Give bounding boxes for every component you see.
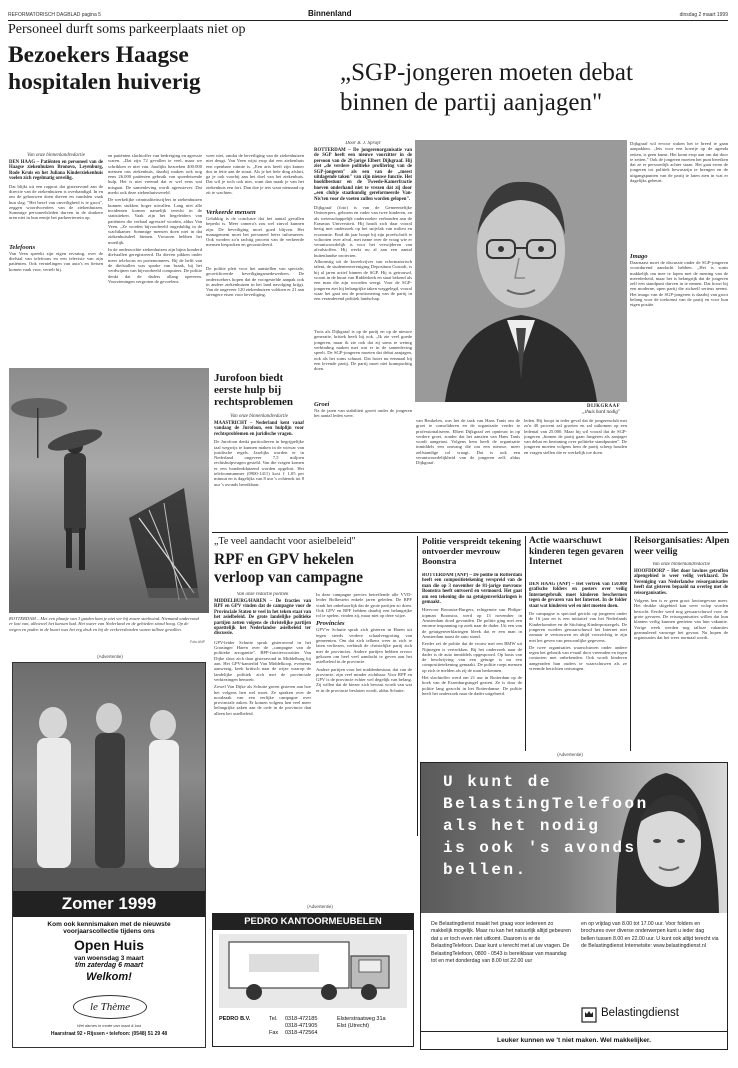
rpf-headline <box>214 551 414 587</box>
rpf-headline-line2: verloop van campagne <box>214 569 363 586</box>
pedro-fax: 0318-472564 <box>285 1030 318 1036</box>
sgp-subhead-imago: Imago <box>630 253 648 260</box>
header-rule <box>8 20 728 21</box>
zomer-ad-date2: t/m zaterdag 6 maart <box>74 962 144 969</box>
rpf-col1 <box>214 592 311 898</box>
reis-body: Volgens hen is er geen groot lawinegevaar meer. Het drukke skigebied kan weer volop worden bezocht. Eerder werd nog gewaarschuwd voor de grote gevaren. De reisorganisaties willen dat hun klanten veilig kunnen genieten van hun vakantie. Vorige week werden nog talloze vakanties geannuleerd vanwege het gevaar. Nu hopen de organisaties dat het weer normaal wordt. <box>634 598 728 641</box>
hospital-body-2: Van Veen spreekt zijn eigen ervaring, over de diefstal van telefoons en een televisie van zijn patiënten. Ook vernielingen van auto's en fietsen komen vaak voor, vertelt hij. <box>9 250 103 272</box>
hospital-body-4: De werkelijke criminaliteitscijfers in ziekenhuizen kunnen stukken hoger uitvallen. Lang niet alle incidenten komen namelijk terecht in de statistieken. Vaak zijn het begeleiders van patiënten die verbaal agressief worden, aldus Van Veen. „Ze worden bijvoorbeeld ongeduldig in de wachtkamer. Sommige mensen doen niet in dat ziekenhuisdeel binnen. Vrouwen hebben het moeilijk. <box>108 197 202 245</box>
zomer-ad-welkom: Welkom! <box>86 971 132 983</box>
zomer-ad <box>12 662 206 1048</box>
politie-headline: Politie verspreidt tekening ontvoerder mevrouw Boonstra <box>422 536 522 566</box>
belasting-line2: BelastingTelefoon <box>443 795 649 813</box>
jurofoon-body: De Jurofoon denkt particulieren in begrijpelijke taal wegwijs te kunnen maken in de wirwar van juridische regels. Jaarlijks worden er in Nederland ongeveer 7,5 miljoen rechtshulpvragen gesteld. Van die vragen komen er een honderdduizend worden opgelost. Het telefoonnummer (0900-1411) kost ƒ 1,05 per minuut en is dagelijks van 8 uur 's ochtends tot 8 uur 's avonds bereikbaar. <box>214 439 304 487</box>
hospital-col1 <box>9 153 103 353</box>
actie-lead: DEN HAAG (ANP) – Het vertrek van 150.000 grafische folders en posters over veilig Internetgebruik moet kinderen beschermen tegen de gevaren van het Internet. In de folder staat wat kinderen wel en niet moeten doen. <box>529 582 627 609</box>
pedro-ad-label: (Advertentie) <box>307 904 333 909</box>
belasting-body-right: en op vrijdag van 8.00 tot 17.00 uur. Voor folders en brochures over diverse onderwerpen kunt u ieder dag bellen tussen 8.00 en 22.00 uur. U kunt ook altijd terecht via de Belastingdienst Internetsite: www.belastingdienst.nl <box>581 921 719 950</box>
hospital-lead: DEN HAAG – Patiënten en personeel van de Haagse ziekenhuizen Bronovo, Leyenburg, Rode Kruis en het Juliana Kinderziekenhuis voelen zich regelmatig onveilig. <box>9 160 103 182</box>
sgp-col1 <box>314 141 412 529</box>
belasting-ad-label: (Advertentie) <box>557 752 583 757</box>
sgp-bottom-rule <box>212 532 728 533</box>
zomer-ad-open-huis: Open Huis <box>73 937 144 953</box>
sgp-subhead-groei: Groei <box>314 401 330 409</box>
hospital-headline-line1: Bezoekers Haagse <box>8 42 189 68</box>
hospital-col2 <box>108 153 202 363</box>
rain-photo <box>9 368 209 613</box>
sgp-body-1: Dijkgraaf (foto) is van de Gemeentelijke Ontwerpers, geboren en vader van twee kinderen, en als wetenschappelijk onderzoeker verbonden aan de Erasmus Universiteit. Hij houdt zich daar vooral bezig met onderzoek op het snijvlak van milieu en economie. Eind dit jaar hoopt hij zijn proefschrift te voltooien over afval, met name over de vraag wie er verantwoordelijk is voor het verwijderen van afvalstoffen. Hij werkt nu al aan een aantal buitenlandse projecten. <box>314 205 412 258</box>
dijkgraaf-portrait <box>415 140 627 402</box>
rain-photo-caption: ROTTERDAM – Met een plaatje van 3 guiden kom je niet ver bij zware sterkwind. Niemand ondervond er last van, alhoewel het kansen had. Het water van Nederland en de gebieden stond hoog. Op de wegen en paden in de buurt was het erg druk en bij de verkeersborden waren talloze gevallen. <box>9 616 199 632</box>
rpf-body-4: GPV'er Schutte sprak zich gisteren in Haren uit tegen steeds verdere schaalvergroting van gemeenten. Om dat zich telkens weer in zich te laten verliezen, verbindt de christelijke partij zich met de provincies. Andere partijen hebben ervoor gekozen om heel veel aandacht te geven aan het asielbeleid in de provincie. <box>316 627 412 665</box>
sgp-col4: leden. Hij hoopt in ieder geval dat de jongerenclub met zo'n 40 procent zal groeien en zal uitkomen op een ledental van 25.000. Maar hij wil vooral dat de SGP-jongeren „binnen de partij gaan fungeren als aanjager van debat en bezinning over politieke standpunten". De jongeren moeten volgens hem de partij scherp houden en vragen stellen die er werkelijk toe doen. <box>524 418 627 455</box>
rain-photo-credit: Foto ANP <box>190 640 205 644</box>
dijkgraaf-caption-quote: „thuis hard nodig" <box>582 410 620 415</box>
rpf-body-1: GPV-leider Schutte sprak gisteravond in het Groninger Haren over de „campagne van de politieke arrogantie". RPF-fractievoorzitter Van Dijke sloot zich daar gisteravond in Middelburg bij aan. Het GPV-kamerlid Van Middelkoop, eveneens aanwezig, keek kritisch naar de wijze waarop de landelijke politiek zich met de provinciale verkiezingen bemoeit. <box>214 639 311 682</box>
sgp-headline-line2: binnen de partij aanjagen" <box>340 89 603 116</box>
dijkgraaf-photo <box>415 140 627 402</box>
rpf-lead: MIDDELBURG/HAREN – De fracties van RPF en GPV vinden dat de campagne voor de Provinciale Staten te veel in het teken staat van het asielbeleid. De grote landelijke politieke partijen zetten volgens de christelijke partijen opzettelijk het Nederlandse asielbeleid ter discussie. <box>214 599 311 637</box>
belasting-logo <box>581 1005 721 1025</box>
hospital-body-6: weer niet, omdat de beveiliging van de ziekenhuizen niet deugt. Van Veen wijst erop dat een ziekenhuis een openbare ruimte is. „Een arts heeft zijn kamer dus in feite aan de straat. Als je het hele ding afsluit, ga je ook voorbij aan het doel van het ziekenhuis. Dat wil je toch ook niet, want dan maak je van het ziekenhuis een fort. Dan doe je iets waar niemand op zit te wachten. <box>206 153 304 196</box>
politie-body-3: Het slachtoffer werd om 21 uur in Rotterdam op de hoek van de Essenburgsingel gezien. Ze is door de politie lang gezocht in het Rotterdamse. De politie heeft het onderzoek naar de dader uitgebreid. <box>422 675 522 696</box>
zomer-ad-address: Haarstraat 92 • Rijssen • telefoon: (0548) 51 29 48 <box>50 1031 168 1037</box>
reis-byline: Van onze binnenlandredactie <box>652 562 710 567</box>
pedro-truck-illustration <box>219 934 407 1008</box>
sgp-headline <box>340 58 730 118</box>
sgp-col5 <box>630 141 728 531</box>
hospital-headline-line2: hospitalen huiverig <box>8 69 201 95</box>
zomer-ad-date1: van woensdag 3 maart <box>74 955 144 962</box>
hospital-body-3: en patiënten slachtoffer van bedreiging en agressie waren. „Dat zijn 72 gevallen te veel, maar we schrikken er niet van. Jaarlijks bezoeken 400.000 mensen ons ziekenhuis, daarbij maken ook nog eens 26.000 patiënten gebruik van spoedeisende hulp. Het is niet vreemd dat er wel eens wat misgaat. De samenleving wordt agressiever. Dat merkt ook deze ziekenhuiswereld. <box>108 153 202 196</box>
belasting-crown-icon <box>581 1006 597 1024</box>
reis-left-rule <box>630 536 631 751</box>
dijkgraaf-photo-caption <box>520 404 620 416</box>
sgp-byline: Door B. J. Spruyt <box>345 141 381 146</box>
actie-body-2: De twee organisaties waarschuwen onder andere tegen het gebruik van e-mail door vreemden en tegen contacten met onbekenden. Ook wordt kinderen aangeraden hun ouders te waarschuwen als ze vreemde berichten ontvangen. <box>529 644 627 671</box>
sgp-col3: van Beukelen, was het de taak van Hans Tanis om de groei te consolideren en de organisatie verder te professionaliseren. Elbert Dijkgraaf zet opnieuw in op verdere groei, zonder dat het aanzien van Hans Tanis wordt aangetast. Volgens hem heeft de organisatie inmiddels een omvang die om een nieuwe, meer zelfstandige rol vraagt. Dat is ook een verantwoordelijkheid van de jongeren zelf, aldus Dijkgraaf. <box>416 418 520 466</box>
zomer-ad-line2: voorjaarscollectie tijdens ons <box>63 928 155 935</box>
jurofoon-byline: Van onze binnenlandredactie <box>230 414 288 419</box>
pedro-fax-label: Fax <box>269 1030 279 1036</box>
sgp-body-4: Na de jaren van stabiliteit groeit onder de jongeren het aantal leden weer. <box>314 408 412 419</box>
sgp-lead: ROTTERDAM – De jongerenorganisatie van de SGP heeft een nieuwe voorzitter in de persoon van de 29-jarige Elbert Dijkgraaf. Hij ziet „de verdere politieke profilering van de SGP-jongeren" als een van de „meest uitdagende taken" van zijn nieuwe functie. Het hoofdbestuur en de Tweede-Kamerfractie hoeven onderhand niet te vrezen dat zij door „een clubje staatkundig gereformeerde Van-Nis'ten voor de voeten zullen worden gelopen". <box>314 148 412 202</box>
sgp-body-2: Afkomstig uit de kweekvijver van reformatorisch talent, de studentenvereniging Depositum Custodi, is hij al jaren actief binnen de SGP. Hij is getrouwd, woont in de buurt van Ridderkerk en staat bekend als een man die zijn woorden weegt. Voor de SGP-jongeren ziet hij belangrijke taken weggelegd, vooral waar het gaat om de positionering van de partij in een veranderend politiek landschap. <box>314 259 412 302</box>
hospital-subhead-telefoons: Telefoons <box>9 243 36 251</box>
sgp-col5-body-1: Dijkgraaf wil ervoor waken het te breed te gaan aanpakken. „Iets voor een koertje op de agenda zetten, is geen kunst. Het komt erop aan om dat door te zetten." Ook de jongeren moeten het punt bereiken dat ze er persoonlijk achter staan. Het gaat erom de jongeren tot politiek bewustzijn te brengen en de uitgangspunten van de partij te laten zien in wat er dagelijks gebeurt. <box>630 141 728 184</box>
rain-photo-illustration <box>9 368 209 613</box>
belasting-brand: Belastingdienst <box>601 1007 679 1019</box>
zomer-ad-line1: Kom ook kennismaken met de nieuwste <box>47 921 171 928</box>
jurofoon-headline: Jurofoon biedt eerste hulp bij rechtsproblemen <box>214 372 294 408</box>
belasting-ad-headline <box>443 771 713 881</box>
dijkgraaf-caption-name: DIJKGRAAF <box>586 404 620 409</box>
hospital-kicker: Personeel durft soms parkeerplaats niet op <box>8 22 246 37</box>
reis-text <box>634 562 728 750</box>
hospital-body-5: In de onderzochte ziekenhuizen zijn bijna honderd diefstallen geregistreerd. Da dieven pikken onder meer telefoons en portemonnees. Bij de helft van de diefstallen was sprake van braak, bij het verdwijnen van bijvoorbeeld computers. De politie denkt dat de daders allang opereren. Voorzieningen vergroten de gevoelens. <box>108 247 202 284</box>
politie-body-1: Hiervoor Boonstra-Burgers, echtgenote van Philips-topman Boonstra, werd op 13 november in Amsterdam dood gevonden. De politie ging met een enorme inspanning op zoek naar de dader. Uit een van de getuigenverklaringen bleek dat er een man in Amsterdam naast de auto stond. <box>422 607 522 639</box>
reis-headline: Reisorganisaties: Alpen weer veilig <box>634 536 730 557</box>
zomer-ad-label: (Advertentie) <box>97 654 123 659</box>
pedro-city: Elst (Utrecht) <box>337 1023 370 1029</box>
belasting-line4: is ook 's avonds <box>443 839 637 857</box>
actie-left-rule <box>525 536 526 751</box>
rpf-headline-line1: RPF en GPV hekelen <box>214 551 354 568</box>
zomer-ad-tagline: Wel dames in mode van maat & lust <box>77 1023 141 1028</box>
pedro-street: Elsterstraatweg 31a <box>337 1016 386 1022</box>
hospital-headline <box>8 42 313 96</box>
zomer-ad-title: Zomer 1999 <box>61 894 157 913</box>
pedro-ad-title: PEDRO KANTOORMEUBELEN <box>213 914 413 930</box>
belasting-footer: Leuker kunnen we 't niet maken. Wel makkelijker. <box>421 1031 727 1050</box>
politie-lead: ROTTERDAM (ANP) – De politie in Rotterdam heeft een compositietekening verspreid van de man die op 3 november de 81-jarige mevrouw Boonstra heeft ontvoerd en vermoord. Het gaat om een tekening die na getuigenverklaringen is gemaakt. <box>422 573 522 606</box>
reis-lead: HOOFDDORP – Het door lawines getroffen alpengebied is weer veilig verklaard. De Vereniging van Nederlandse reisorganisaties heeft dat gisteren bepaald na overleg met de reisorganisaties. <box>634 569 728 596</box>
pedro-ad <box>212 913 414 1047</box>
pedro-tel-label: Tel. <box>269 1016 278 1022</box>
sgp-headline-line1: „SGP-jongeren moeten debat <box>340 59 633 86</box>
politie-left-rule <box>417 536 418 836</box>
rpf-subhead-provincies: Provincies <box>316 620 345 628</box>
belasting-body-left: De Belastingdienst maakt het graag voor iedereen zo makkelijk mogelijk. Maar nu kan het natuurlijk altijd gebeuren dat u er toch even niet uitkomt. Daarom is er de BelastingTelefoon. Daar kunt u terecht met al uw vragen. De BelastingTelefoon, 0800 - 0543 is bereikbaar van maandag tot en met donderdag van 8.00 tot 22.00 uur <box>431 921 571 965</box>
rpf-kicker: „Te veel aandacht voor asielbeleid" <box>214 536 356 547</box>
actie-headline: Actie waarschuwt kinderen tegen gevaren Internet <box>529 536 624 567</box>
belasting-line5: bellen. <box>443 861 528 879</box>
zomer-ad-photo <box>13 663 205 891</box>
belasting-line3: als het nodig <box>443 817 601 835</box>
sgp-col5-body-2: Daarnaast moet de discussie onder de SGP-jongeren voortdurend aandacht hebben. „Het is soms makkelijk om mee te lopen met de mening van de meerderheid, maar het is belangrijk dat de jongeren zelf een standpunt durven in te nemen. Dat hoort bij een moderne, open partij die zichzelf serieus neemt. Het imago van de SGP-jongeren is daarbij van groot belang voor de toekomst van de partij en voor hun eigen positie. <box>630 260 728 308</box>
hospital-body-8: De politie pleit voor het aanstellen van speciale, gecertificeerde beveiligingsmedewerkers. De onderzoekers hopen dat de voorgestelde aanpak ook in andere ziekenhuizen in het land navolging krijgt. Van de ongeveer 120 ziekenhuizen voldoen er 21 aan strengere eisen voor beveiliging. <box>206 266 304 298</box>
zomer-ad-body <box>13 921 205 983</box>
rpf-body-3: In deze campagne precies betreffende alle VVD-leider Bolkestein enkele jaren geleden. De RPF vindt het onbehoorlijk dat de grote partijen zo doen. Ook GPV en RPF hebben daarbij een belangrijke rol te spelen, vinden zij, maar niet op deze wijze. <box>316 592 412 619</box>
rpf-byline: Van onze redactie politiek <box>236 592 289 597</box>
belasting-ad <box>420 762 728 1050</box>
zomer-ad-models <box>13 663 205 891</box>
jurofoon-lead: MAASTRICHT – Nederland kent vanaf vandaag de Jurofoon, een hulplijn voor rechtsproblemen en juridische vragen. <box>214 421 304 437</box>
pedro-tel2: 0318-471905 <box>285 1023 318 1029</box>
section-title: Binnenland <box>308 9 352 18</box>
actie-text <box>529 582 627 750</box>
rpf-col2 <box>316 592 412 898</box>
hospital-body-1: Dat blijkt uit een rapport dat gisteravond aan de directie van de ziekenhuizen is overhandigd. In en om de gebouwen doen dieven en vandalen vaak hun slag. "Het besef van onveiligheid is te groot", zeggen woordvoerders van de ziekenhuizen. Sommige personeelsleden durven in de donkere uren niet in hun eentje het parkeerterrein op. <box>9 183 103 221</box>
le-theme-brand: le Thème <box>89 1001 130 1013</box>
actie-body-1: De campagne is speciaal gericht op jongeren onder de 16 jaar en is een initiatief van het Nederlands Kinderkomitee en de Stichting Kinderpostzegels. De jongeren worden gewaarschuwd het Internet niet zomaar te vertrouwen en altijd voorzichtig te zijn met het geven van persoonlijke gegevens. <box>529 611 627 643</box>
zomer-ad-title-bar <box>13 891 205 917</box>
rpf-body-5: Andere partijen voor het middenbestuur, dat van de provincie, zijn veel minder zichtbaar. Voor RPF en GPV is de provincie echter wel degelijk van belang. Zij willen dat de kiezer zich bewust wordt van wat er in de provincie besloten wordt, aldus Schutte. <box>316 666 412 693</box>
le-theme-logo <box>73 995 147 1019</box>
hospital-col3 <box>206 153 304 363</box>
hospital-body-7: Gelukkig is de conclusie dat het aantal gevallen beperkt is. Meer camera's zou wel zinvol kunnen zijn. De beveiliging moet goed blijven. Het management moet het personeel beter informeren. Ook worden zo'n tachtig procent van de verkeerde mensen besproken en gecontroleerd. <box>206 216 304 248</box>
page-header-date: dinsdag 2 maart 1999 <box>679 12 728 18</box>
politie-body-2: Eerder zei de politie dat de vrouw met een BMW uit Nijmegen is vertrokken. Bij het onderzoek naar de dader is de auto inmiddels opgespoord. Op basis van de beschrijving van een getuige is nu een compositietekening gemaakt. De politie roept mensen op zich te melden als zij de man herkennen. <box>422 641 522 673</box>
page-header-left: REFORMATORISCH DAGBLAD pagina 5 <box>8 12 101 18</box>
hospital-byline: Van onze binnenlandredactie <box>27 153 85 158</box>
pedro-name: PEDRO B.V. <box>219 1016 251 1022</box>
belasting-line1: U kunt de <box>443 773 552 791</box>
hospital-subhead-verkeerde: Verkeerde mensen <box>206 209 256 216</box>
pedro-tel: 0318-472185 <box>285 1016 318 1022</box>
rpf-body-2: Zowel Van Dijke als Schutte gaven gisteren aan hoe het volgens hen wel moet. Ze spraken over de noodzaak van een eerlijke campagne over provinciale zaken. Er komen volgens hen veel meer belangrijke zaken aan de orde in de provincie dan alleen het asielbeleid. <box>214 684 311 716</box>
sgp-body-3: Trots als Dijkgraaf is op de partij en op de nieuwe generatie, kritiek heeft hij ook. „Ik zie veel goede jongeren, maar ik zie ook dat zij soms te weinig verbinding maken met wat er in de samenleving speelt. De SGP-jongeren moeten dat debat aanjagen, ook als het soms schuurt. Dat hoort nu eenmaal bij een levende partij. De partij moet niet krampachtig doen. <box>314 329 412 372</box>
